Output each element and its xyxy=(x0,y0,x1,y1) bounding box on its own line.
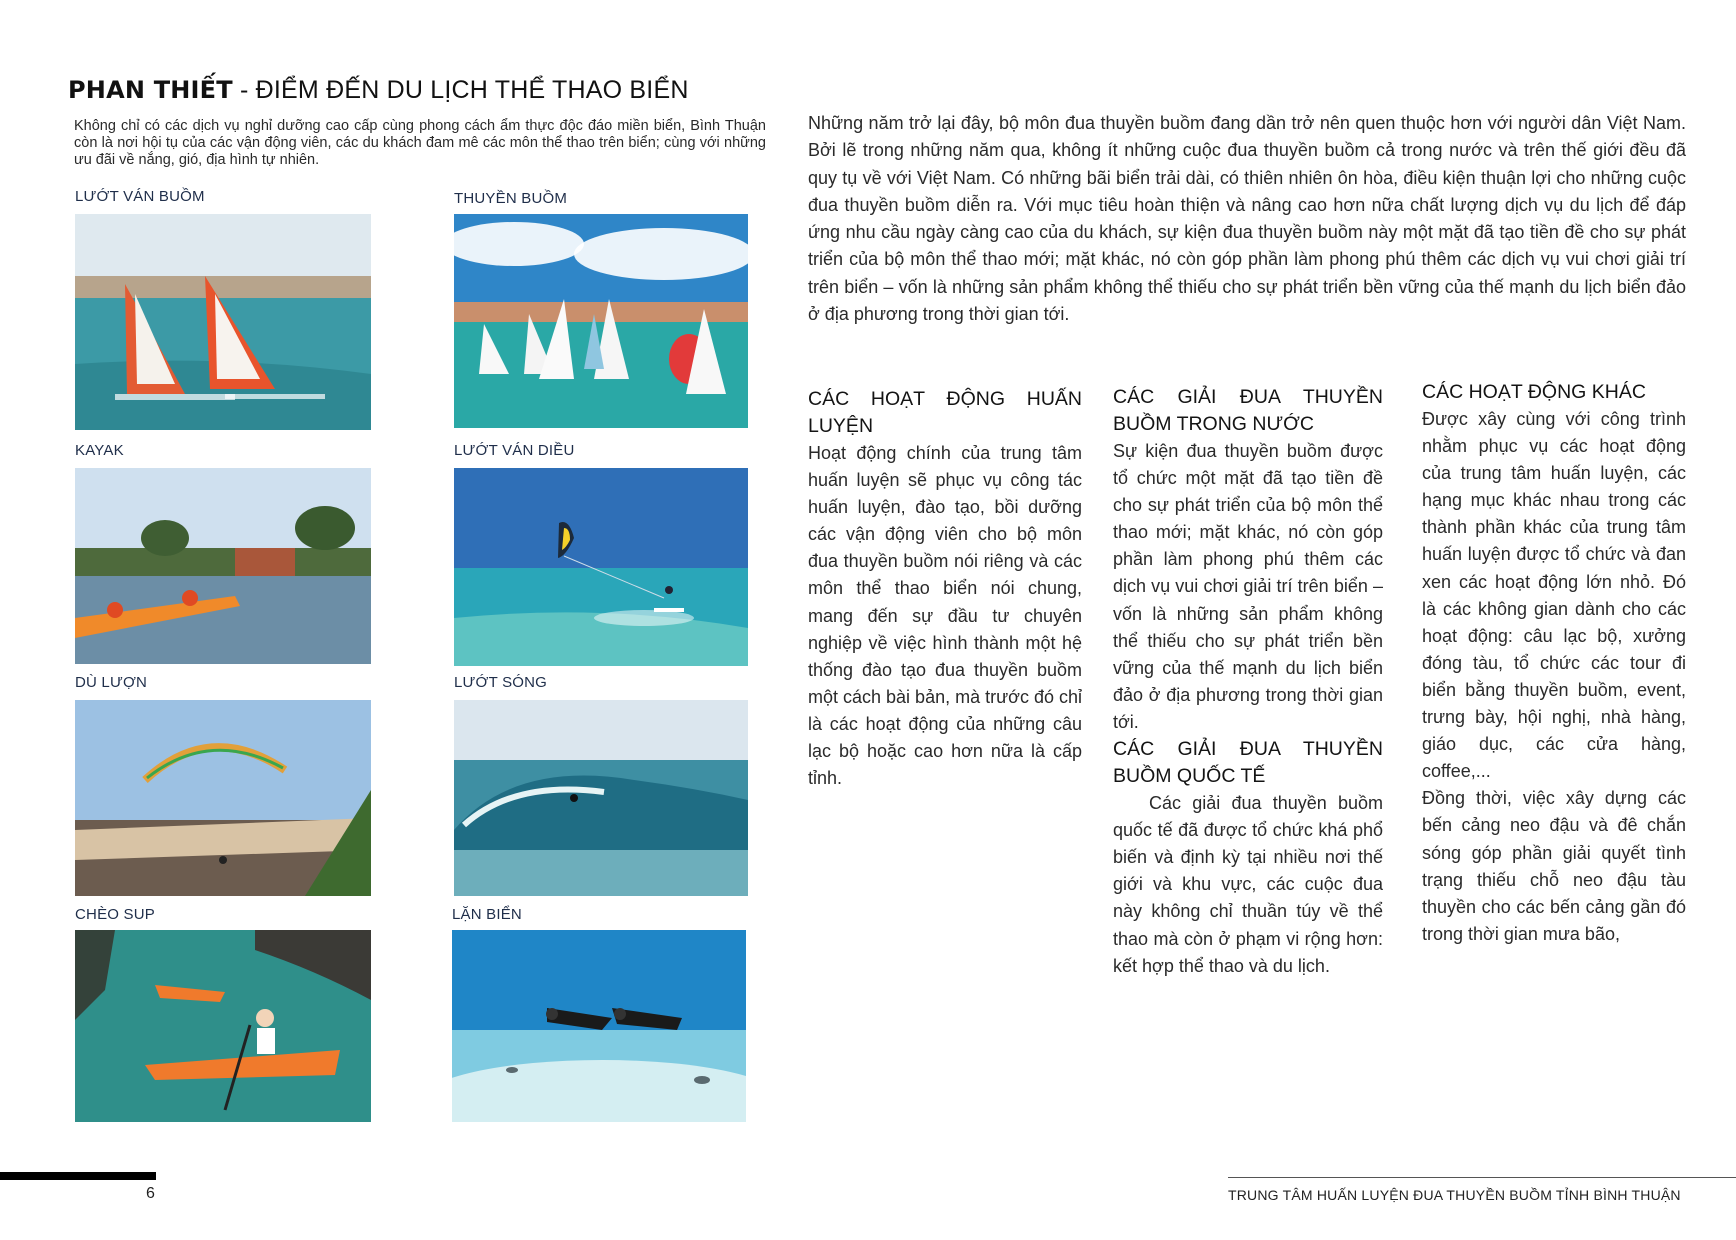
sup-paddling-photo xyxy=(75,930,371,1122)
kayak-photo xyxy=(75,468,371,664)
gallery-label: LƯỚT VÁN BUỒM xyxy=(75,188,205,205)
scuba-diving-photo xyxy=(452,930,746,1122)
lead-paragraph: Những năm trở lại đây, bộ môn đua thuyền buồm đang dần trở nên quen thuộc hơn với người dân Việt Nam. Bởi lẽ trong những năm qua, không ít những cuộc đua thuyền buồm cả trong nước và trên thế giới đều đã quy tụ về với Việt Nam. Có những bãi biển trải dài, có thiên nhiên ôn hòa, điều kiện thuận lợi cho những cuộc đua thuyền buồm diễn ra. Với mục tiêu hoàn thiện và nâng cao hơn nữa chất lượng dịch vụ du lịch để đáp ứng nhu cầu ngày càng cao của du khách, sự kiện đua thuyền buồm này một mặt đã tạo tiền đề cho sự phát triển của bộ môn thể thao mới; mặt khác, nó còn góp phần làm phong phú thêm các dịch vụ vui chơi giải trí trên biển – vốn là những sản phẩm không thể thiếu cho sự phát triển bền vững của thế mạnh du lịch biển đảo ở địa phương trong thời gian tới. xyxy=(808,113,1686,325)
gallery-label: LƯỚT SÓNG xyxy=(454,674,548,691)
footer-caption: TRUNG TÂM HUẤN LUYỆN ĐUA THUYỀN BUỒM TỈNH BÌNH THUẬN xyxy=(1228,1187,1681,1203)
section-other-activities xyxy=(1422,379,1686,948)
section-body: Hoạt động chính của trung tâm huấn luyện sẽ phục vụ công tác huấn luyện, đào tạo, bồi dưỡng các vận động viên cho bộ môn đua thuyền buồm nói riêng và các môn thể thao biển nói chung, mang đến sự đầu tư chuyên nghiệp về việc hình thành một hệ thống đào tạo đua thuyền buồm một cách bài bản, mà trước đó chỉ là các hoạt động của những câu lạc bộ hoặc cao hơn nữa là cấp tỉnh. xyxy=(808,443,1082,789)
photo-gallery xyxy=(0,0,780,1140)
sailboats-photo xyxy=(454,214,748,428)
gallery-label: LẶN BIỂN xyxy=(452,906,522,923)
page-title-rest: - ĐIỂM ĐẾN DU LỊCH THỂ THAO BIỂN xyxy=(232,76,689,104)
gallery-label: THUYỀN BUỒM xyxy=(454,190,568,207)
section-body: Được xây cùng với công trình nhằm phục vụ các hoạt động của trung tâm huấn luyện, các hạng mục khác nhau trong các thành phần khác của trung tâm huấn luyện được tổ chức và đan xen các hoạt động lớn nhỏ. Đó là các không gian dành cho các hoạt động: câu lạc bộ, xưởng đóng tàu, tổ chức các tour đi biển bằng thuyền buồm, event, trưng bày, hội nghị, nhà hàng, giáo dục, các cửa hàng, coffee,... xyxy=(1422,409,1686,782)
footer-rule xyxy=(1228,1177,1736,1178)
section-body: Các giải đua thuyền buồm quốc tế đã được tổ chức khá phổ biến và định kỳ tại nhiều nơi thế giới và khu vực, các cuộc đua này không chỉ thuần túy về thể thao mà còn ở phạm vi rộng hơn: kết hợp thể thao và du lịch. xyxy=(1113,793,1383,976)
section-heading: CÁC GIẢI ĐUA THUYỀN BUỒM TRONG NƯỚC xyxy=(1113,386,1383,435)
windsurfing-photo xyxy=(75,214,371,430)
section-heading: CÁC GIẢI ĐUA THUYỀN BUỒM QUỐC TẾ xyxy=(1113,738,1383,788)
section-domestic-races xyxy=(1113,384,1383,980)
gallery-label: LƯỚT VÁN DIỀU xyxy=(454,442,575,459)
gallery-label: DÙ LƯỢN xyxy=(75,674,148,691)
gallery-label: CHÈO SUP xyxy=(75,906,155,923)
footer-bar xyxy=(0,1172,156,1180)
paragliding-photo xyxy=(75,700,371,896)
page-title-bold: PHAN THIẾT xyxy=(68,76,233,104)
gallery-label: KAYAK xyxy=(75,442,124,459)
section-body: Sự kiện đua thuyền buồm được tổ chức một mặt đã tạo tiền đề cho sự phát triển của bộ môn thể thao mới; mặt khác, nó còn góp phần làm phong phú thêm các dịch vụ vui chơi giải trí trên biển – vốn là những sản phẩm không thể thiếu cho sự phát triển bền vững của thế mạnh du lịch biển đảo ở địa phương trong thời gian tới. xyxy=(1113,441,1383,732)
section-body: Đồng thời, việc xây dựng các bến cảng neo đậu và đê chắn sóng góp phần giải quyết tình trạng thiếu chỗ neo đậu tàu thuyền cho các bến cảng gần đó trong thời gian mưa bão, xyxy=(1422,788,1686,944)
surfing-photo xyxy=(454,700,748,896)
section-heading: CÁC HOẠT ĐỘNG KHÁC xyxy=(1422,381,1646,403)
section-training xyxy=(808,386,1082,792)
page-number: 6 xyxy=(146,1185,155,1202)
section-heading: CÁC HOẠT ĐỘNG HUẤN LUYỆN xyxy=(808,388,1082,437)
kitesurfing-photo xyxy=(454,468,748,666)
intro-paragraph: Không chỉ có các dịch vụ nghỉ dưỡng cao cấp cùng phong cách ẩm thực độc đáo miền biển, Bình Thuận còn là nơi hội tụ của các vận động viên, các du khách đam mê các môn thể thao trên biển; cùng với những ưu đãi về nắng, gió, địa hình tự nhiên. xyxy=(74,118,766,168)
